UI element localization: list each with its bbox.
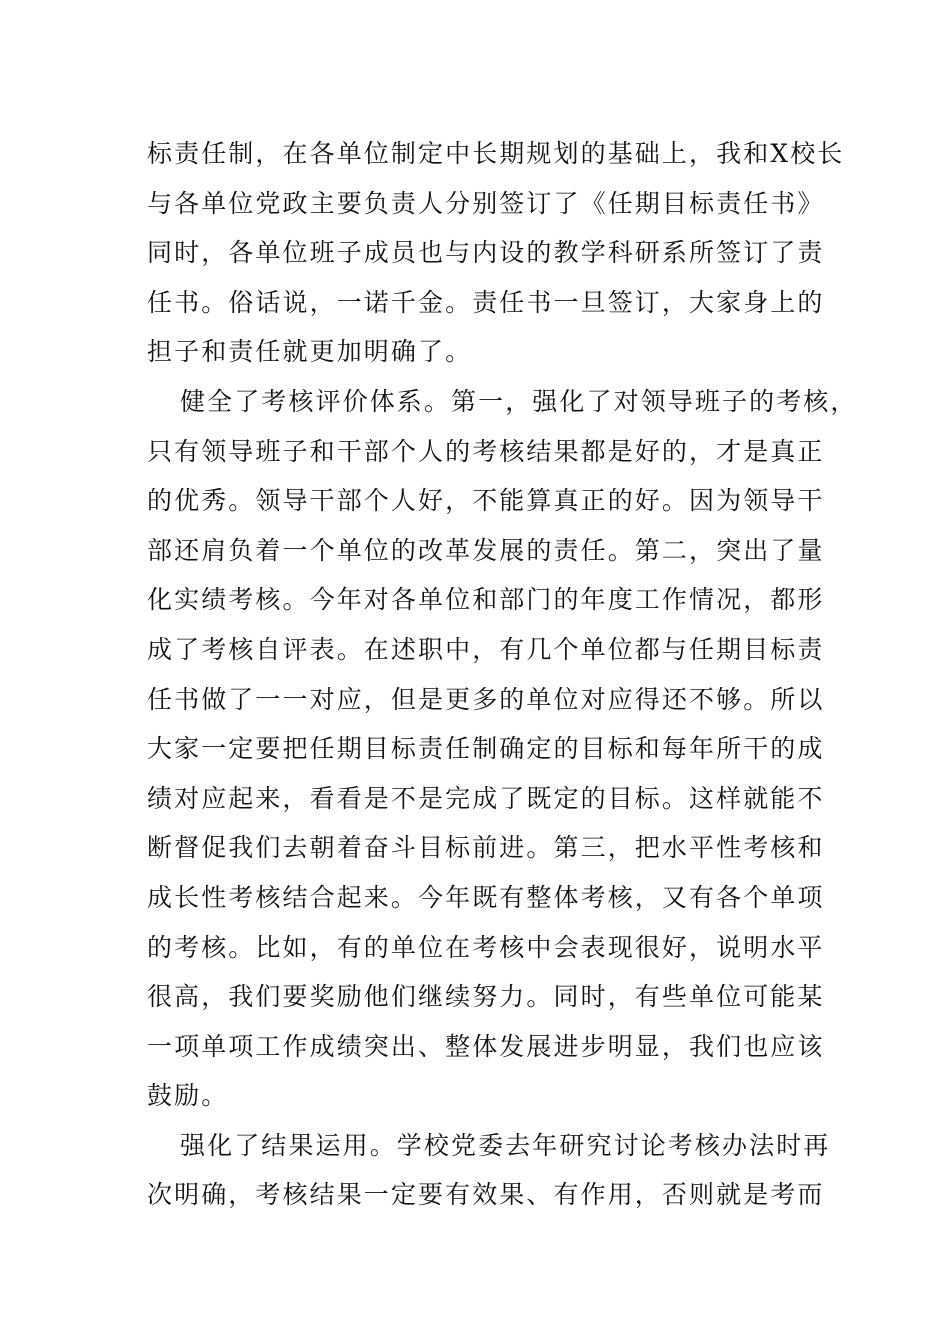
text-line: 鼓励。 [147,1081,229,1111]
text-line: 很高，我们要奖励他们继续努力。同时，有些单位可能某 [147,982,825,1012]
text-line: 同时，各单位班子成员也与内设的教学科研系所签订了责 [147,238,825,268]
text-line: 成了考核自评表。在述职中，有几个单位都与任期目标责 [147,634,825,664]
body-text [147,129,858,1220]
text-line: 的优秀。领导干部个人好，不能算真正的好。因为领导干 [147,486,825,516]
text-line: 绩对应起来，看看是不是完成了既定的目标。这样就能不 [147,783,825,813]
text-line: 标责任制，在各单位制定中长期规划的基础上，我和X校长 [147,139,845,168]
text-line: 任书做了一一对应，但是更多的单位对应得还不够。所以 [147,684,825,714]
text-line: 成长性考核结合起来。今年既有整体考核，又有各个单项 [147,882,825,912]
text-line: 担子和责任就更加明确了。 [147,337,473,367]
text-line: 与各单位党政主要负责人分别签订了《任期目标责任书》 [147,188,825,218]
text-line: 化实绩考核。今年对各单位和部门的年度工作情况，都形 [147,585,825,615]
text-line: 只有领导班子和干部个人的考核结果都是好的，才是真正 [147,436,825,466]
text-line: 任书。俗话说，一诺千金。责任书一旦签订，大家身上的 [147,287,825,317]
text-line: 强化了结果运用。学校党委去年研究讨论考核办法时再 [180,1130,831,1160]
text-line: 次明确，考核结果一定要有效果、有作用，否则就是考而 [147,1180,825,1210]
text-line: 的考核。比如，有的单位在考核中会表现很好，说明水平 [147,932,825,962]
text-line: 大家一定要把任期目标责任制确定的目标和每年所干的成 [147,734,825,764]
text-line: 健全了考核评价体系。第一，强化了对领导班子的考核， [180,386,858,416]
text-line: 一项单项工作成绩突出、整体发展进步明显，我们也应该 [147,1031,825,1061]
text-line: 断督促我们去朝着奋斗目标前进。第三，把水平性考核和 [147,833,825,863]
text-line: 部还肩负着一个单位的改革发展的责任。第二，突出了量 [147,535,825,565]
